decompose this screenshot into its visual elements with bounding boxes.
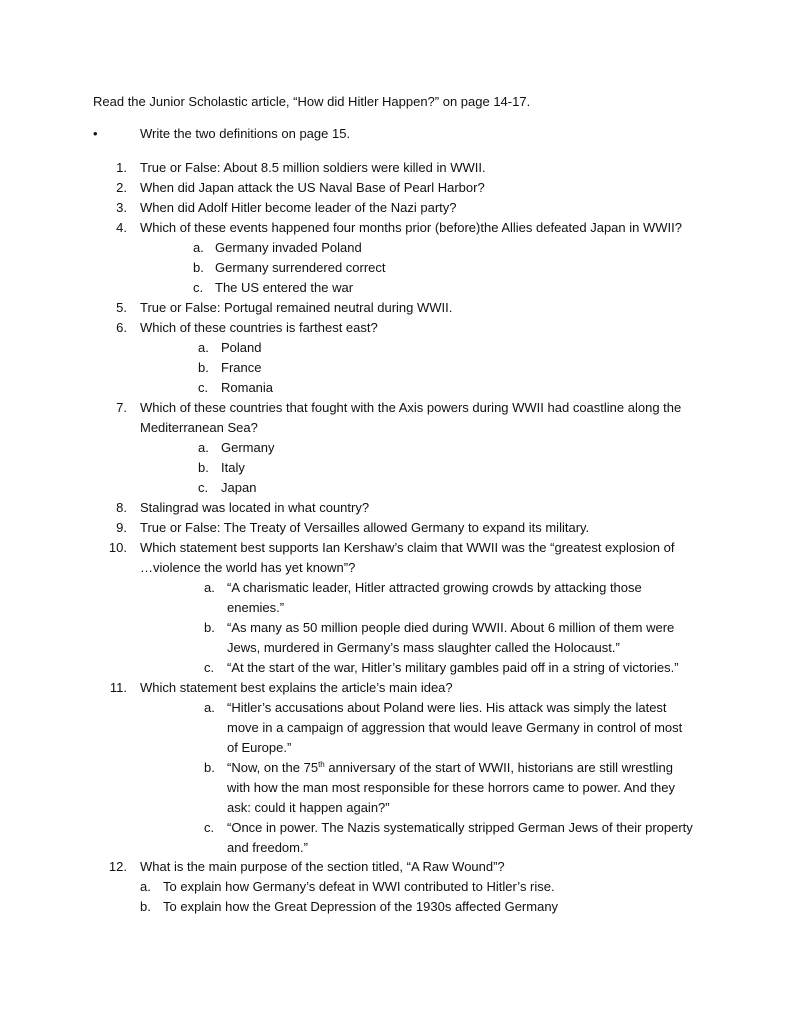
option-letter: a. <box>204 580 215 595</box>
question-number: 2. <box>116 180 127 195</box>
option-text-part: anniversary of the start of WWII, historians are still wrestling <box>324 760 673 775</box>
option-text: “A charismatic leader, Hitler attracted growing crowds by attacking those <box>227 580 642 595</box>
question-number: 3. <box>116 200 127 215</box>
question-text: True or False: The Treaty of Versailles allowed Germany to expand its military. <box>140 520 590 535</box>
option-text: “At the start of the war, Hitler’s military gambles paid off in a string of victories.” <box>227 660 679 675</box>
option-letter: b. <box>198 460 209 475</box>
question-text: When did Japan attack the US Naval Base of Pearl Harbor? <box>140 180 485 195</box>
option-letter: c. <box>193 280 204 295</box>
option-letter: a. <box>198 340 209 355</box>
option-text-continued: of Europe.” <box>227 740 292 755</box>
option-text: “As many as 50 million people died during WWII. About 6 million of them were <box>227 620 675 635</box>
option-text: “Hitler’s accusations about Poland were lies. His attack was simply the latest <box>227 700 667 715</box>
option-text: “Once in power. The Nazis systematically stripped German Jews of their property <box>227 820 693 835</box>
question-number: 1. <box>116 160 127 175</box>
option-text: Romania <box>221 380 274 395</box>
question-text: Which of these countries that fought with the Axis powers during WWII had coastline along the <box>140 400 682 415</box>
question-text-continued: …violence the world has yet known”? <box>140 560 356 575</box>
option-letter: c. <box>198 380 209 395</box>
option-letter: a. <box>140 879 151 894</box>
option-text: France <box>221 360 262 375</box>
option-letter: c. <box>198 480 209 495</box>
option-letter: b. <box>204 760 215 775</box>
option-letter: a. <box>204 700 215 715</box>
question-number: 9. <box>116 520 127 535</box>
question-number: 8. <box>116 500 127 515</box>
option-text: Germany invaded Poland <box>215 240 362 255</box>
question-number: 6. <box>116 320 127 335</box>
question-number: 12. <box>108 859 127 874</box>
question-text: True or False: About 8.5 million soldiers were killed in WWII. <box>140 160 486 175</box>
option-text-continued: move in a campaign of aggression that would leave Germany in control of most <box>227 720 683 735</box>
question-number: 10. <box>108 540 127 555</box>
question-number: 11. <box>109 680 127 695</box>
option-text: To explain how the Great Depression of the 1930s affected Germany <box>163 899 559 914</box>
question-number: 5. <box>116 300 127 315</box>
question-number: 7. <box>116 400 127 415</box>
option-text-continued: Jews, murdered in Germany’s mass slaughter called the Holocaust.” <box>227 640 620 655</box>
option-letter: b. <box>193 260 204 275</box>
bullet-symbol: • <box>93 126 98 141</box>
question-text: When did Adolf Hitler become leader of the Nazi party? <box>140 200 457 215</box>
question-text: Which statement best explains the article’s main idea? <box>140 680 453 695</box>
option-text-continued: enemies.” <box>227 600 285 615</box>
option-text-continued: with how the man most responsible for these horrors came to power. And they <box>227 780 676 795</box>
question-text-continued: Mediterranean Sea? <box>140 420 258 435</box>
option-letter: b. <box>140 899 151 914</box>
option-text: Poland <box>221 340 262 355</box>
question-text: True or False: Portugal remained neutral during WWII. <box>140 300 453 315</box>
option-text: Japan <box>221 480 257 495</box>
option-letter: c. <box>204 820 215 835</box>
option-text-continued: and freedom.” <box>227 840 308 855</box>
option-text: The US entered the war <box>215 280 354 295</box>
option-letter: b. <box>198 360 209 375</box>
option-text-part: “Now, on the 75 <box>227 760 319 775</box>
bullet-text: Write the two definitions on page 15. <box>140 126 351 141</box>
question-text: Which of these countries is farthest east? <box>140 320 378 335</box>
option-letter: c. <box>204 660 215 675</box>
question-number: 4. <box>116 220 127 235</box>
option-letter: b. <box>204 620 215 635</box>
question-text: Which of these events happened four months prior (before)the Allies defeated Japan in WWII? <box>140 220 682 235</box>
option-text <box>227 758 673 778</box>
question-text: What is the main purpose of the section titled, “A Raw Wound”? <box>140 859 505 874</box>
option-text: Italy <box>221 460 245 475</box>
option-text: Germany surrendered correct <box>215 260 386 275</box>
option-letter: a. <box>198 440 209 455</box>
option-text-continued: ask: could it happen again?” <box>227 800 390 815</box>
question-text: Stalingrad was located in what country? <box>140 500 370 515</box>
option-letter: a. <box>193 240 204 255</box>
question-text: Which statement best supports Ian Kershaw’s claim that WWII was the “greatest explosion of <box>140 540 675 555</box>
intro-text: Read the Junior Scholastic article, “How did Hitler Happen?” on page 14-17. <box>93 94 531 109</box>
superscript: th <box>318 760 325 769</box>
option-text: Germany <box>221 440 275 455</box>
option-text: To explain how Germany’s defeat in WWI contributed to Hitler’s rise. <box>163 879 555 894</box>
